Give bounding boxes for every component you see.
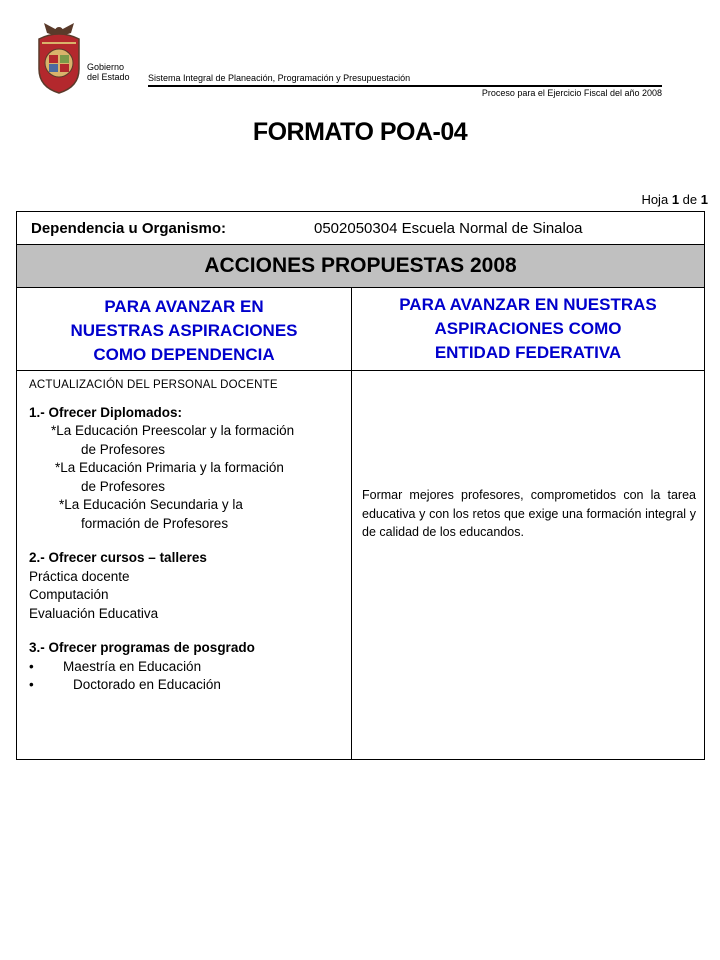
bullet-icon: • — [29, 677, 34, 692]
col1-heading-line: PARA AVANZAR EN — [104, 297, 264, 316]
page-counter — [641, 192, 708, 207]
item1-title: 1.- Ofrecer Diplomados: — [29, 404, 183, 420]
col1-heading — [17, 288, 352, 370]
col1-heading-line: NUESTRAS ASPIRACIONES — [70, 321, 298, 340]
curso-line: Práctica docente — [29, 568, 130, 584]
hoja-label: Hoja — [641, 192, 669, 207]
diplomado-line: de Profesores — [81, 478, 166, 494]
diplomado-line: *La Educación Primaria y la formación — [55, 460, 284, 475]
col2-heading-line: PARA AVANZAR EN NUESTRAS — [399, 295, 657, 314]
dependencia-value: 0502050304 Escuela Normal de Sinaloa — [314, 219, 583, 237]
curso-line: Evaluación Educativa — [29, 605, 159, 621]
bullet-icon: • — [29, 658, 34, 674]
section-title: ACTUALIZACIÓN DEL PERSONAL DOCENTE — [29, 379, 278, 391]
content-row — [17, 371, 704, 759]
col2-heading-line: ENTIDAD FEDERATIVA — [434, 343, 622, 362]
gobierno-label — [87, 62, 130, 82]
col1-heading-line: COMO DEPENDENCIA — [93, 345, 275, 364]
posgrado-line: Doctorado en Educación — [73, 677, 221, 692]
diplomado-line: formación de Profesores — [81, 515, 229, 531]
dependencia-label: Dependencia u Organismo: — [31, 219, 227, 237]
col1-body — [17, 371, 352, 759]
page-title: FORMATO POA-04 — [252, 118, 468, 146]
gobierno-line2: del Estado — [87, 72, 130, 82]
col2-heading-line: ASPIRACIONES COMO — [434, 319, 622, 338]
hoja-de: de — [682, 192, 698, 207]
hoja-num: 1 — [671, 192, 680, 207]
list-item — [29, 676, 351, 695]
item3-title: 3.- Ofrecer programas de posgrado — [29, 640, 255, 655]
process-text: Proceso para el Ejercicio Fiscal del año 2008 — [481, 88, 662, 98]
posgrado-line: Maestría en Educación — [63, 658, 202, 674]
curso-line: Computación — [29, 587, 109, 602]
diplomado-line: *La Educación Preescolar y la formación — [51, 423, 295, 438]
item2-title: 2.- Ofrecer cursos – talleres — [29, 550, 207, 565]
list-item — [29, 658, 351, 677]
acciones-title: ACCIONES PROPUESTAS 2008 — [17, 245, 704, 288]
diplomado-line: de Profesores — [81, 441, 166, 457]
column-headings — [17, 288, 704, 371]
gobierno-line1: Gobierno — [87, 62, 125, 72]
hoja-total: 1 — [700, 192, 708, 207]
col2-heading — [352, 288, 704, 370]
poa-table — [16, 211, 705, 760]
header-divider — [148, 85, 662, 87]
col2-body: Formar mejores profesores, comprometidos con la tarea educativa y con los retos que exige una formación integral y de calidad de los educandos. — [362, 488, 696, 539]
diplomado-line: *La Educación Secundaria y la — [59, 497, 243, 512]
dependencia-row — [17, 212, 704, 245]
state-coat-of-arms-icon — [36, 17, 82, 95]
system-name: Sistema Integral de Planeación, Programación y Presupuestación — [148, 73, 411, 83]
